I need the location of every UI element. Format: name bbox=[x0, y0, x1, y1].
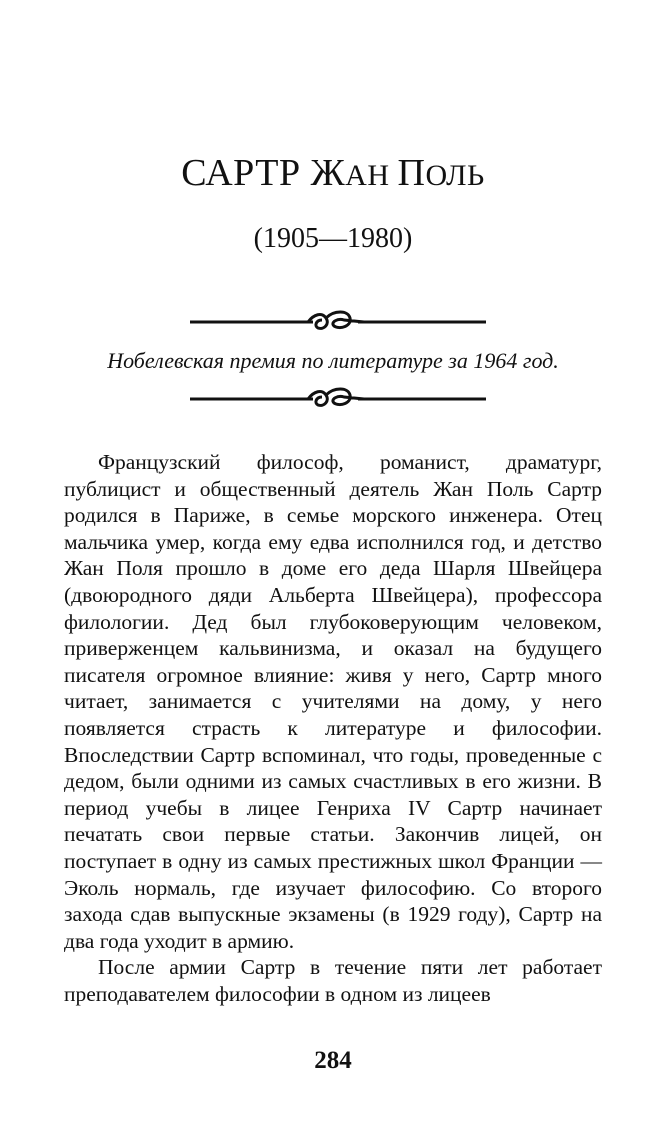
page-title bbox=[0, 150, 666, 199]
title-first-rest: АН bbox=[345, 159, 398, 192]
paragraph: После армии Сартр в течение пяти лет работает преподавателем философии в одном из лицеев bbox=[64, 955, 602, 1006]
title-second-initial: П bbox=[397, 152, 426, 194]
body-text bbox=[64, 449, 602, 1007]
ornament-divider-icon bbox=[188, 383, 488, 413]
paragraph: Французский философ, романист, драматург, публицист и общественный деятель Жан Поль Сартр родился в Париже, в семье морского инженера. Отец мальчика умер, когда ему едва исполнился год, и детство Жан Поля прошло в доме его деда Шарля Швейцера (двоюродного дяди Альберта Швейцера), профессора филологии. Дед был глубоковерующим человеком, приверженцем кальвинизма, и оказал на будущего писателя огромное влияние: живя у него, Сартр много читает, занимается с учителями на дому, у него появляется страсть к литературе и философии. Впоследствии Сартр вспоминал, что годы, проведенные с дедом, были одними из самых счастливых в его жизни. В период учебы в лицее Генриха IV Сартр начинает печатать свои первые статьи. Закончив лицей, он поступает в одну из самых престижных школ Франции — Эколь нормаль, где изучает философию. Со второго захода сдав выпускные экзамены (в 1929 году), Сартр на два года уходит в армию. bbox=[64, 450, 602, 953]
title-surname: САРТР bbox=[181, 152, 311, 194]
life-dates: (1905—1980) bbox=[253, 223, 413, 254]
page-number: 284 bbox=[314, 1047, 352, 1074]
nobel-prize-subtitle: Нобелевская премия по литературе за 1964 год. bbox=[107, 348, 559, 373]
title-second-rest: ОЛЬ bbox=[425, 159, 485, 192]
title-first-initial: Ж bbox=[310, 152, 346, 194]
ornament-divider-icon bbox=[188, 306, 488, 336]
